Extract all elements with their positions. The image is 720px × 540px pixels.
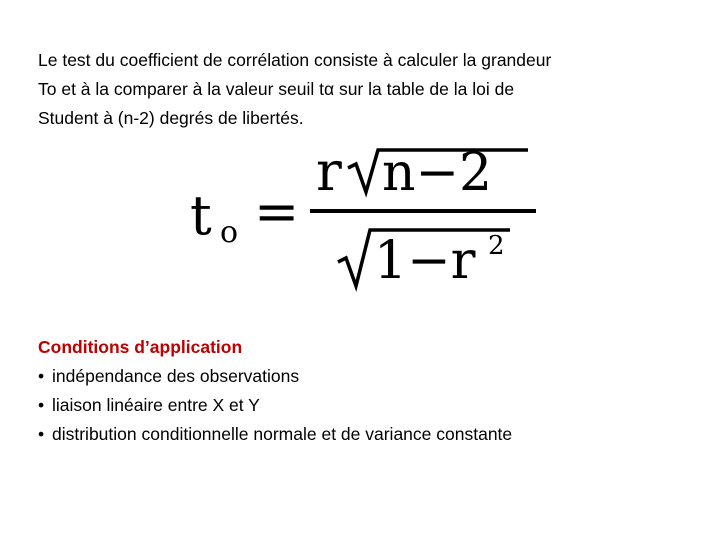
intro-paragraph: [38, 46, 698, 133]
conditions-section: [38, 333, 698, 449]
condition-text: liaison linéaire entre X et Y: [52, 395, 260, 415]
formula-svg: [188, 138, 548, 298]
bullet: •: [38, 424, 45, 444]
conditions-list: [38, 362, 698, 449]
conditions-title: Conditions d’application: [38, 337, 243, 357]
bullet: •: [38, 395, 45, 415]
condition-item: [38, 420, 698, 449]
condition-text: distribution conditionnelle normale et de variance constante: [52, 424, 513, 444]
condition-item: [38, 391, 698, 420]
bullet: •: [38, 366, 45, 386]
formula-numerator-radicand: n−2: [382, 143, 493, 203]
condition-text: indépendance des observations: [52, 366, 300, 386]
intro-line-1: Le test du coefficient de corrélation consiste à calculer la grandeur: [38, 50, 552, 70]
intro-line-3: Student à (n-2) degrés de libertés.: [38, 108, 304, 128]
formula-subscript: o: [220, 215, 239, 250]
formula-t-symbol: t: [190, 184, 212, 247]
formula-exponent: 2: [488, 231, 505, 261]
formula-denominator-radicand: 1−r: [374, 231, 476, 291]
formula-equals: =: [254, 180, 300, 243]
condition-item: [38, 362, 698, 391]
test-statistic-formula: [188, 138, 548, 298]
intro-line-2: To et à la comparer à la valeur seuil tα sur la table de la loi de: [38, 79, 515, 99]
formula-numerator-r: r: [316, 140, 342, 203]
